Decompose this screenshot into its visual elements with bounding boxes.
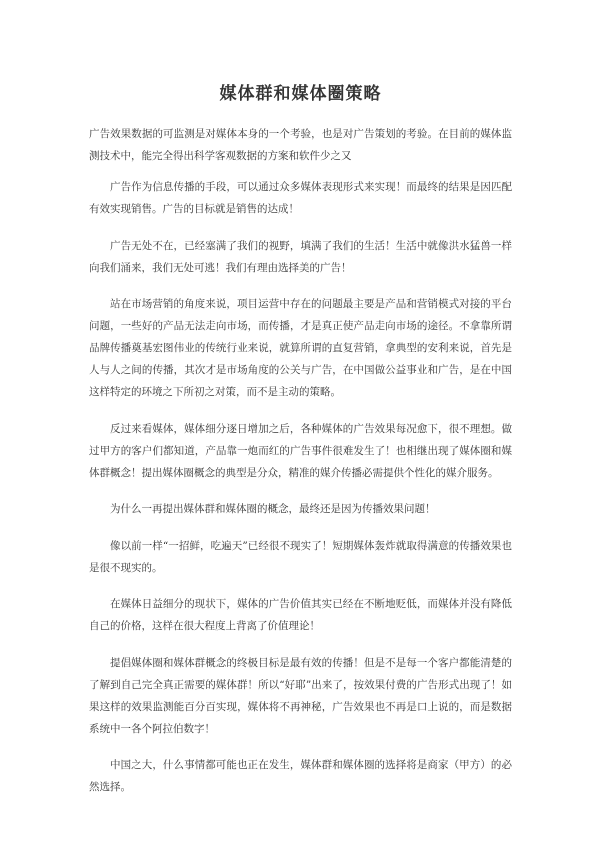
paragraph-7: 像以前一样“一招鲜，吃遍天”已经很不现实了！短期媒体轰炸就取得满意的传播效果也是很不现实的。 <box>89 539 512 574</box>
document-title: 媒体群和媒体圈策略 <box>219 84 382 104</box>
paragraph-6: 为什么一再提出媒体群和媒体圈的概念，最终还是因为传播效果问题！ <box>110 503 436 515</box>
paragraph-2: 广告作为信息传播的手段，可以通过众多媒体表现形式来实现！而最终的结果是因匹配有效实现销售。广告的目标就是销售的达成！ <box>89 181 512 215</box>
paragraph-10: 中国之大，什么事情都可能也正在发生，媒体群和媒体圈的选择将是商家（甲方）的必然选择。 <box>89 759 512 793</box>
document-body <box>89 123 512 798</box>
paragraph-5: 反过来看媒体，媒体细分逐日增加之后，各种媒体的广告效果每况愈下，很不理想。做过甲方的客户们都知道，产品靠一炮而红的广告事件很难发生了！也相继出现了媒体圈和媒体群概念！提出媒体圈概念的典型是分众，精准的媒介传播必需提供个性化的媒介服务。 <box>89 422 512 479</box>
paragraph-4: 站在市场营销的角度来说，项目运营中存在的问题最主要是产品和营销模式对接的平台问题，一些好的产品无法走向市场，而传播，才是真正使产品走向市场的途径。不拿靠所谓品牌传播奠基宏图伟业的传统行业来说，就算所谓的直复营销，拿典型的安利来说，首先是人与人之间的传播，其次才是市场角度的公关与广告，在中国做公益事业和广告，是在中国这样特定的环境之下所初之对策，而不是主动的策略。 <box>89 298 512 398</box>
paragraph-3: 广告无处不在，已经塞满了我们的视野，填满了我们的生活！生活中就像洪水猛兽一样向我们涌来，我们无处可逃！我们有理由选择美的广告！ <box>89 239 512 274</box>
paragraph-9: 提倡媒体圈和媒体群概念的终极目标是最有效的传播！但是不是每一个客户都能清楚的了解到自己完全真正需要的媒体群！所以“好耶”出来了，按效果付费的广告形式出现了！如果这样的效果监测能百分百实现，媒体将不再神秘，广告效果也不再是口上说的，而是数据系统中一各个阿拉伯数字！ <box>89 656 512 735</box>
paragraph-1: 广告效果数据的可监测是对媒体本身的一个考验，也是对广告策划的考验。在目前的媒体监测技术中，能完全得出科学客观数据的方案和软件少之又 <box>89 128 512 162</box>
paragraph-8: 在媒体日益细分的现状下，媒体的广告价值其实已经在不断地贬低，而媒体并没有降低自己的价格，这样在很大程度上背离了价值理论！ <box>89 598 512 632</box>
